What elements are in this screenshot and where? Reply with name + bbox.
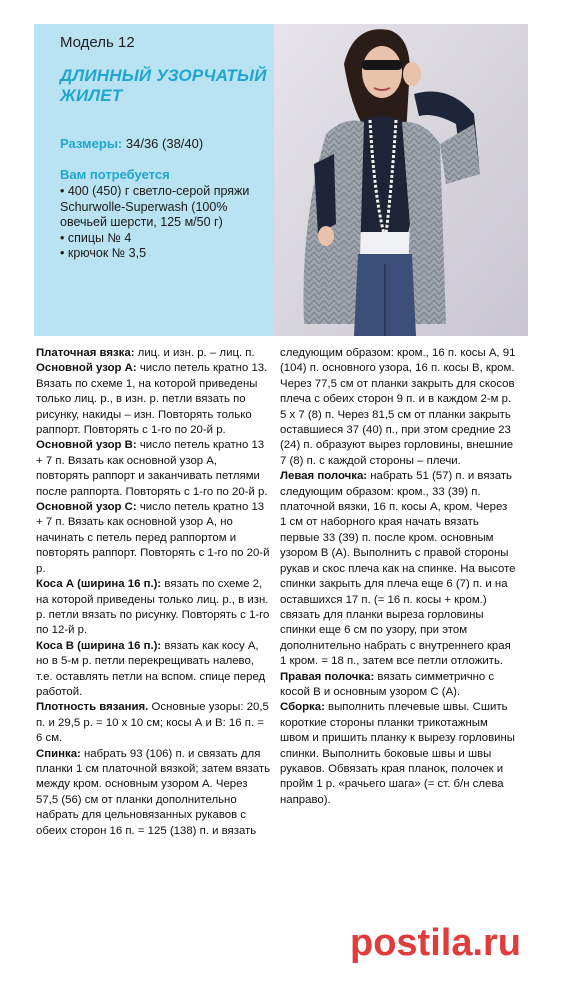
paragraph-text: вязать симметрично с косой В и основным узором С (А). xyxy=(280,670,495,698)
paragraph-heading: Коса В (ширина 16 п.): xyxy=(36,639,162,652)
paragraph xyxy=(36,577,272,639)
materials-line: • крючок № 3,5 xyxy=(60,246,147,260)
instructions-column-right xyxy=(280,346,516,808)
paragraph-text: вязать по схеме 2, на которой приведены только лиц. р., в изн. р. петли вязать по рисунку. Повторять с 1-го по 12-й р. xyxy=(36,578,270,637)
sizes-label: Размеры: xyxy=(60,136,123,151)
instructions-column-left xyxy=(36,346,272,839)
paragraph xyxy=(36,361,272,438)
paragraph-text: Основные узоры: 20,5 п. и 29,5 р. = 10 х 10 см; косы А и В: 16 п. = 6 см. xyxy=(36,701,269,745)
paragraph xyxy=(36,747,272,839)
paragraph xyxy=(36,438,272,500)
paragraph-heading: Плотность вязания. xyxy=(36,701,149,714)
paragraph-text: набрать 93 (106) п. и связать для планки 1 см платочной вязкой; затем вязать между кром. основным узором А. Через 57,5 (56) см от планки дополнительно набрать для цельновязанных рукавов с обеих сторон 16 п. = 125 (138) п. и вязать xyxy=(36,747,271,837)
paragraph-heading: Спинка: xyxy=(36,747,81,760)
materials-line: • спицы № 4 xyxy=(60,230,132,245)
paragraph xyxy=(36,500,272,577)
sizes-value: 34/36 (38/40) xyxy=(125,136,204,151)
paragraph-text: число петель кратно 13 + 7 п. Вязать как основной узор А, но начинать с петель перед раппортом и повторять раппорт. Повторять с 1-го по 20-й р. xyxy=(36,501,270,575)
materials-line: овечьей шерсти, 125 м/50 г) xyxy=(60,215,223,229)
paragraph-text: число петель кратно 13 + 7 п. Вязать как основной узор А, повторять раппорт и заканчивать петлями после раппорта. Повторять с 1-го по 20-й р. xyxy=(36,439,268,498)
pattern-title: ДЛИННЫЙ УЗОРЧАТЫЙ ЖИЛЕТ xyxy=(60,66,267,105)
paragraph xyxy=(36,346,272,361)
paragraph-heading: Левая полочка: xyxy=(280,470,368,483)
paragraph xyxy=(280,700,516,808)
model-photo xyxy=(274,24,528,336)
paragraph-heading: Правая полочка: xyxy=(280,670,375,683)
header-panel xyxy=(34,24,274,336)
materials-line: • 400 (450) г светло-серой пряжи xyxy=(60,184,250,198)
paragraph-heading: Коса А (ширина 16 п.): xyxy=(36,578,162,591)
model-number: Модель 12 xyxy=(60,34,135,51)
paragraph-heading: Основной узор В: xyxy=(36,439,137,452)
paragraph xyxy=(280,346,516,469)
model-photo-illustration xyxy=(274,24,528,336)
paragraph xyxy=(36,639,272,701)
sizes-line xyxy=(60,136,203,151)
watermark: postila.ru xyxy=(350,922,522,964)
paragraph-heading: Сборка: xyxy=(280,701,325,714)
paragraph-heading: Основной узор С: xyxy=(36,501,137,514)
materials-list xyxy=(60,184,270,262)
paragraph-text: набрать 51 (57) п. и вязать следующим образом: кром., 33 (39) п. платочной вязки, 16 п. косы А, кром. Через 1 см от наборного края начать вязать первые 33 (39) п. после кром. основным узором В (А). Выполнить с правой стороны рукав и скос плеча как на спинке. На высоте спинки закрыть для плеча еще 6 (7) п. и на оставшихся 17 п. (= 16 п. косы + кром.) связать для планки выреза горловины спинки еще 6 см по узору, при этом дополнительно набрать с внутреннего края 1 кром. = 18 п., затем все петли отложить. xyxy=(280,470,516,668)
paragraph-text: лиц. и изн. р. – лиц. п. xyxy=(137,347,255,359)
paragraph-text: вязать как косу А, но в 5-м р. петли перекрещивать налево, т.е. оставлять петли на вспом. спице перед работой. xyxy=(36,639,266,698)
paragraph-text: число петель кратно 13. Вязать по схеме 1, на которой приведены только лиц. р., в изн. р. петли вязать по рисунку, накиды – изн. Повторять только раппорт. Повторять с 1-го по 20-й р. xyxy=(36,362,268,437)
paragraph-text: выполнить плечевые швы. Сшить короткие стороны планки трикотажным швом и пришить планку к вырезу горловины спинки. Выполнить боковые швы и швы рукавов. Обвязать края планок, полочек и пройм 1 р. «рачьего шага» (= ст. б/н слева направо). xyxy=(280,701,515,806)
paragraph-heading: Основной узор А: xyxy=(36,362,137,375)
paragraph xyxy=(280,670,516,701)
paragraph-text: следующим образом: кром., 16 п. косы А, 91 (104) п. основного узора, 16 п. косы В, кром. Через 77,5 см от планки закрыть для скосов плеча с обеих сторон 9 п. и в каждом 2-м р. 5 х 7 (8) п. Через 81,5 см от планки закрыть оставшиеся 37 (40) п., при этом средние 23 (24) п. образуют вырез горловины, внешние 7 (8) п. с каждой стороны – плечи. xyxy=(280,347,516,467)
paragraph xyxy=(280,469,516,669)
materials-line: Schurwolle-Superwash (100% xyxy=(60,199,228,214)
paragraph xyxy=(36,700,272,746)
paragraph-heading: Платочная вязка: xyxy=(36,347,135,359)
materials-heading: Вам потребуется xyxy=(60,167,170,182)
